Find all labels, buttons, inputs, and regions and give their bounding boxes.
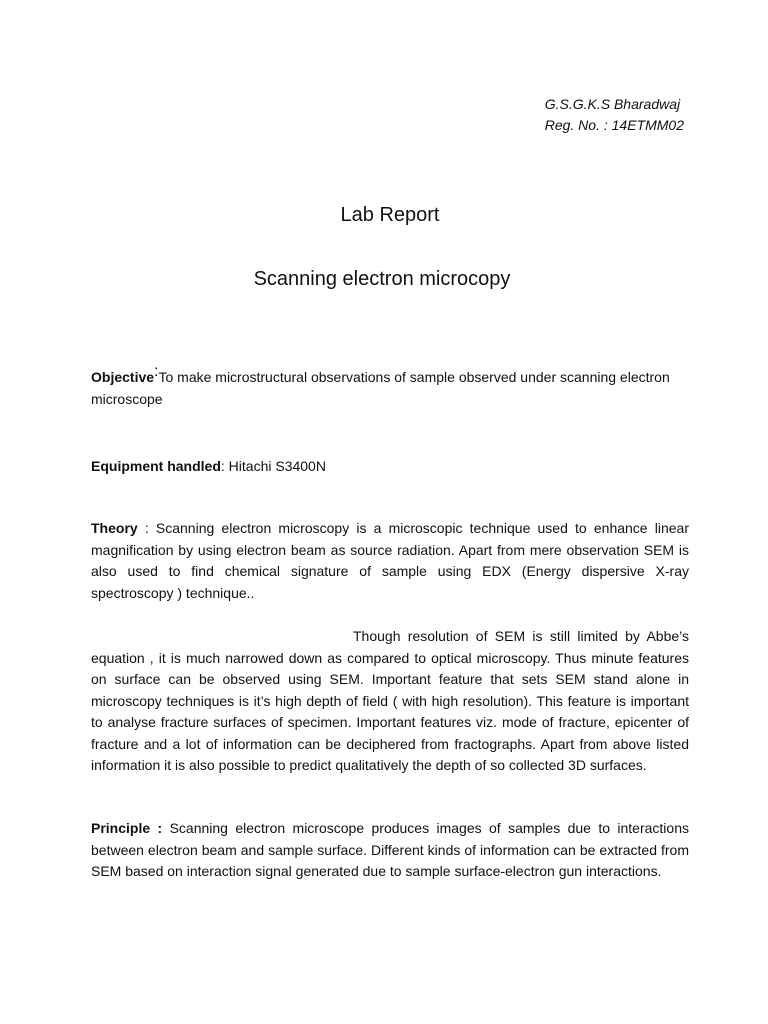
report-title: Lab Report	[340, 204, 440, 226]
equipment-label: Equipment handled	[91, 458, 221, 474]
objective-label: Objective	[91, 369, 155, 385]
report-subtitle: Scanning electron microcopy	[253, 268, 511, 290]
theory-section	[91, 518, 689, 604]
equipment-text: : Hitachi S3400N	[220, 458, 326, 474]
author-name: G.S.G.K.S Bharadwaj	[544, 96, 681, 112]
principle-text: Scanning electron microscope produces images of samples due to interactions between electron beam and sample surface. Different kinds of information can be extracted from SEM based on interaction signal generated due to sample surface-electron gun interactions.	[91, 820, 689, 879]
principle-label: Principle :	[91, 820, 163, 836]
registration-number: Reg. No. : 14ETMM02	[544, 117, 684, 133]
objective-text: To make microstructural observations of sample observed under scanning electron microscope	[91, 369, 670, 407]
author-block	[545, 94, 684, 136]
objective-section	[91, 363, 689, 410]
objective-colon: :	[154, 363, 159, 380]
principle-section	[91, 818, 689, 883]
theory-label: Theory	[91, 520, 138, 536]
equipment-section	[91, 456, 689, 478]
theory-paragraph-2-text: Though resolution of SEM is still limited by Abbe’s equation , it is much narrowed down as compared to optical microscopy. Thus minute features on surface can be observed using SEM. Important feature that sets SEM stand alone in microscopy techniques is it’s high depth of field ( with high resolution). This feature is important to analyse fracture surfaces of specimen. Important features viz. mode of fracture, epicenter of fracture and a lot of information can be deciphered from fractographs. Apart from above listed information it is also possible to predict qualitatively the depth of so collected 3D surfaces.	[91, 628, 689, 773]
theory-text: : Scanning electron microscopy is a microscopic technique used to enhance linear magnification by using electron beam as source radiation. Apart from mere observation SEM is also used to find chemical signature of sample using EDX (Energy dispersive X-ray spectroscopy ) technique..	[91, 520, 689, 601]
theory-paragraph-2	[91, 626, 689, 777]
